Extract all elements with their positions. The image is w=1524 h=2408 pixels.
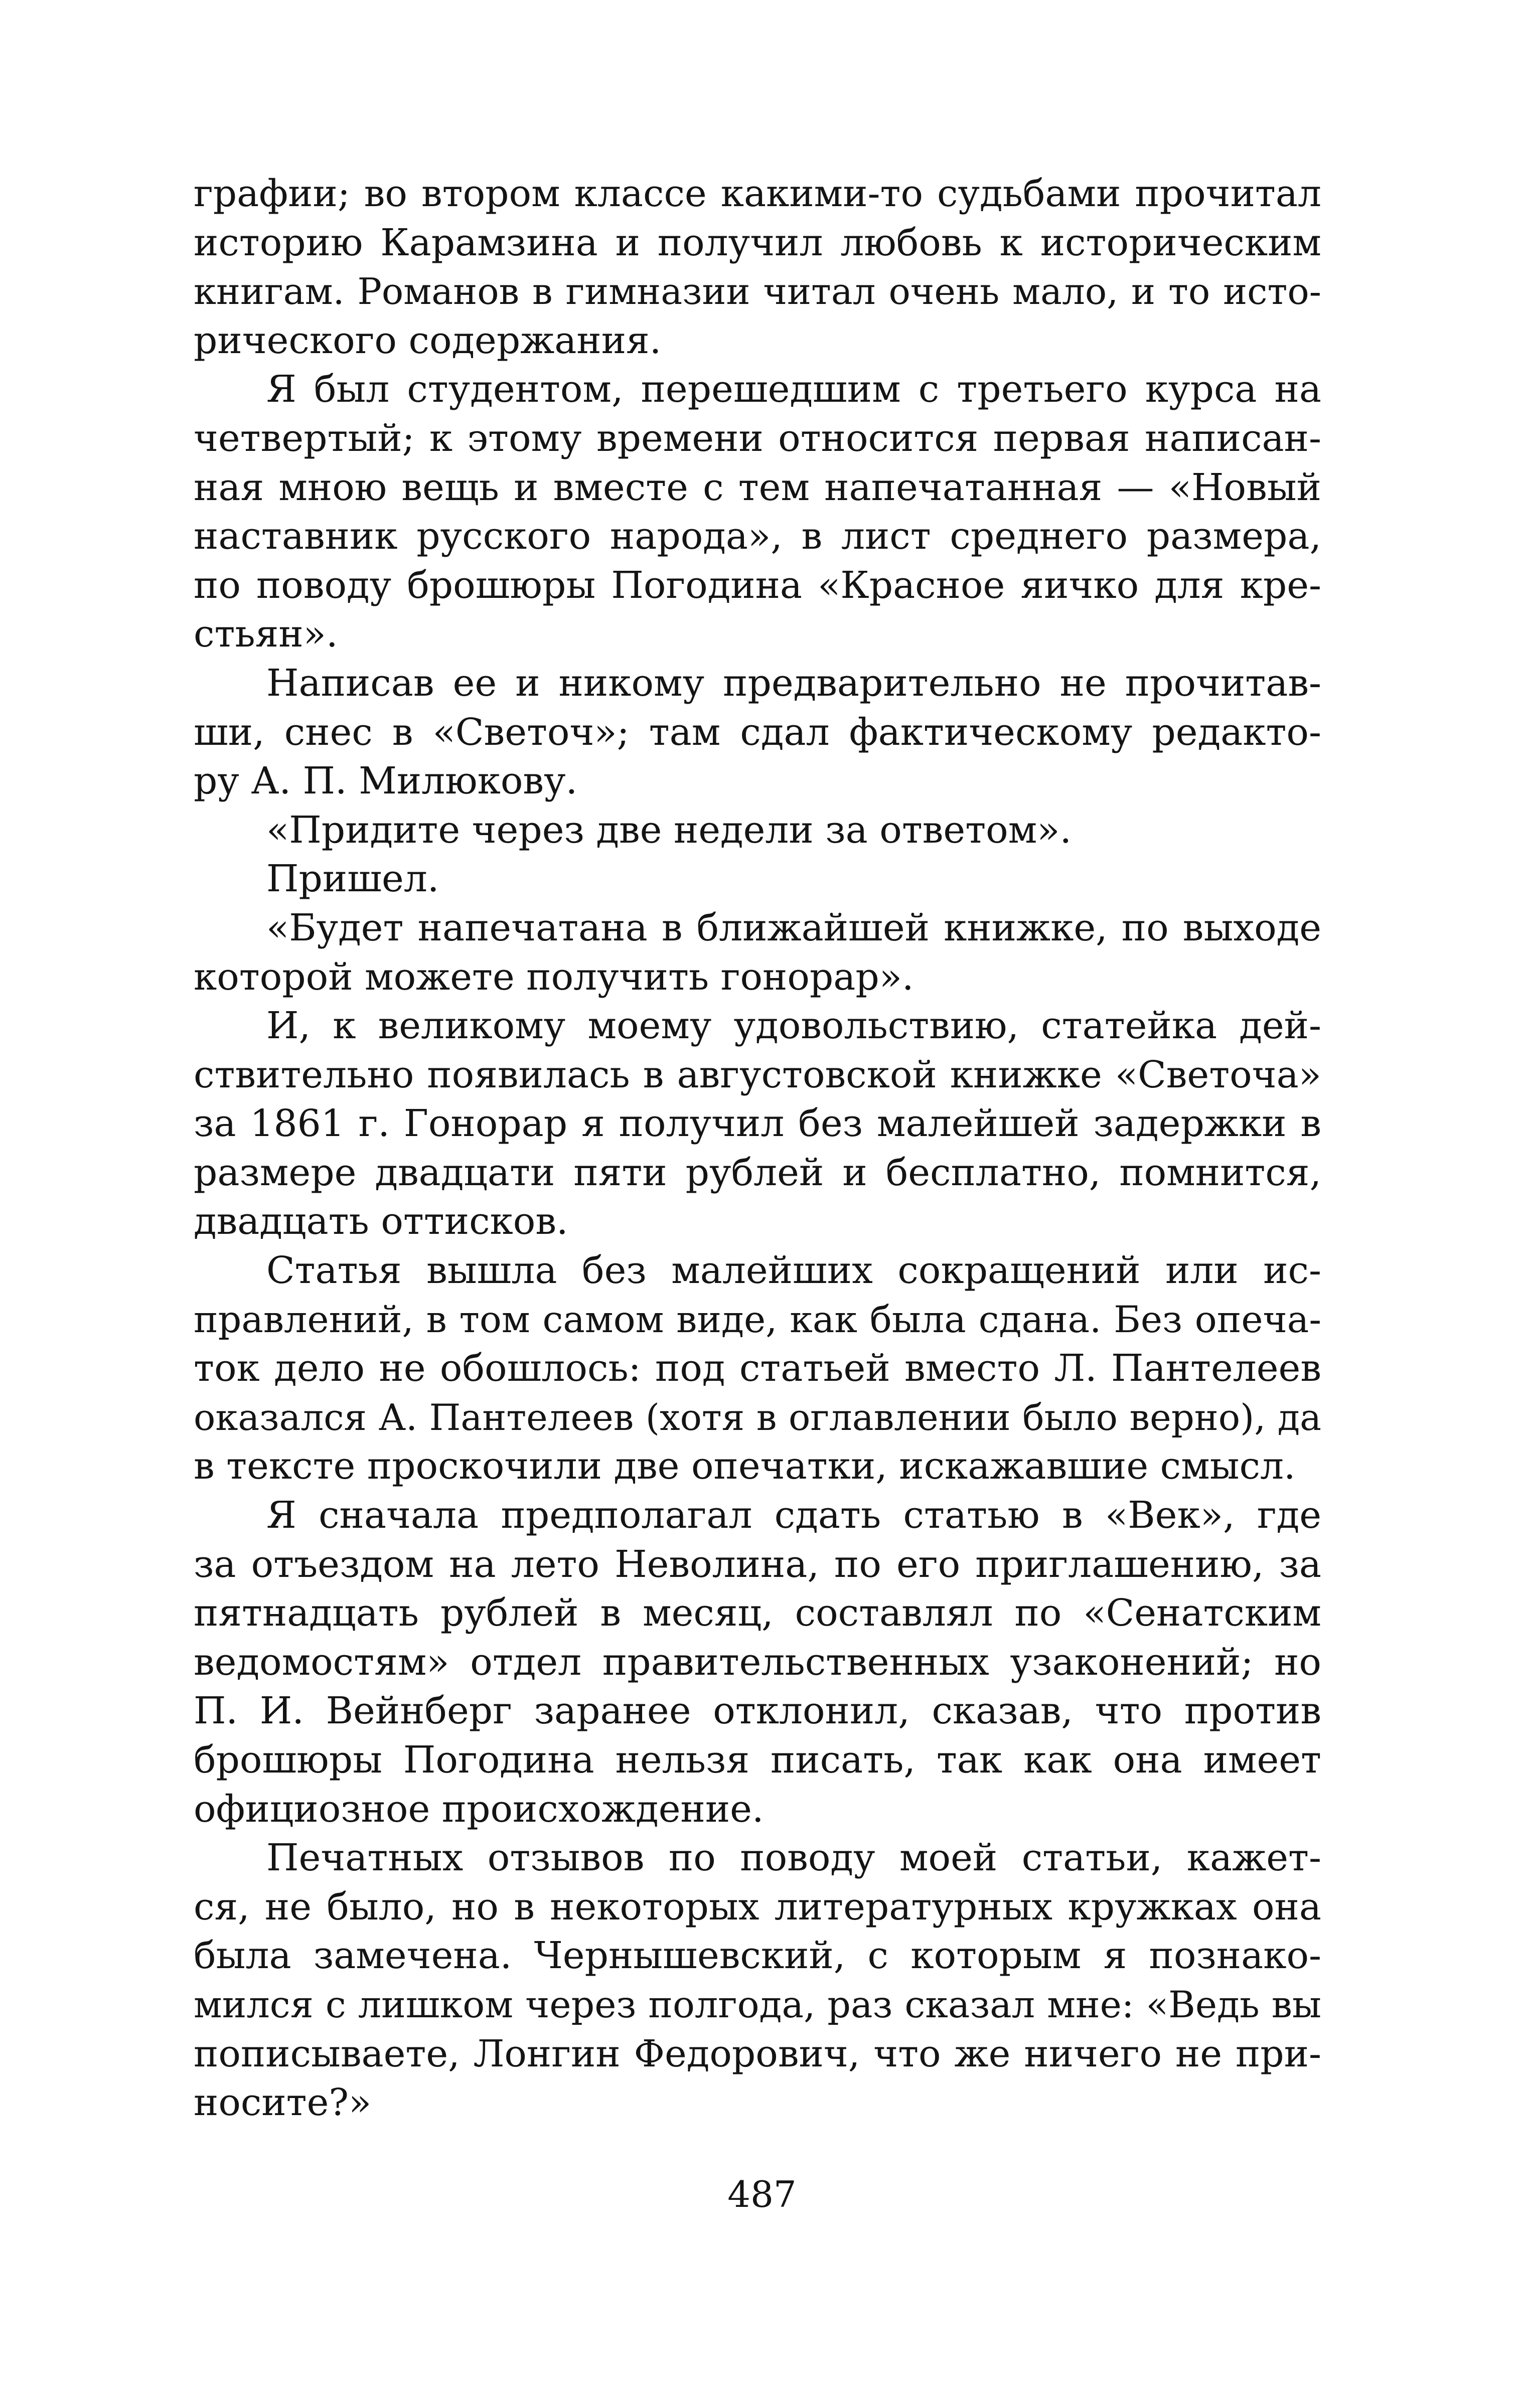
text-line: ши, снес в «Светоч»; там сдал фактическому редакто- [194,710,1321,754]
text-line: оказался А. Пантелеев (хотя в оглавлении было верно), да [194,1396,1321,1438]
text-line: пописываете, Лонгин Федорович, что же ничего не при- [194,2032,1321,2075]
text-line: Я сначала предполагал сдать статью в «Век», где [266,1494,1321,1537]
text-line: которой можете получить гонорар». [194,955,914,999]
text-line: историю Карамзина и получил любовь к историческим [194,221,1321,264]
text-line: в тексте проскочили две опечатки, искажавшие смысл. [194,1444,1296,1488]
text-line: размере двадцати пяти рублей и бесплатно, помнится, [194,1151,1321,1194]
text-line: стьян». [194,612,338,656]
text-line: «Будет напечатана в ближайшей книжке, по выходе [266,906,1321,949]
text-line: по поводу брошюры Погодина «Красное яичко для кре- [194,563,1321,607]
text-line: книгам. Романов в гимназии читал очень мало, и то исто- [194,270,1321,313]
text-line: ная мною вещь и вместе с тем напечатанная — «Новый [194,465,1321,509]
text-line: пятнадцать рублей в месяц, составлял по «Сенатским [194,1591,1321,1635]
text-line: носите?» [194,2081,372,2125]
text-line: Статья вышла без малейших сокращений или ис- [266,1249,1321,1293]
text-line: Я был студентом, перешедшим с третьего курса на [266,368,1321,411]
text-line: четвертый; к этому времени относится первая написан- [194,416,1321,460]
text-line: Написав ее и никому предварительно не прочитав- [266,661,1321,705]
text-line: за отъездом на лето Неволина, по его приглашению, за [194,1542,1321,1586]
text-line: графии; во втором классе какими-то судьбами прочитал [194,172,1321,215]
text-line: И, к великому моему удовольствию, статейка дей- [266,1004,1321,1048]
text-line: мился с лишком через полгода, раз сказал мне: «Ведь вы [194,1983,1321,2026]
text-line: двадцать оттисков. [194,1200,568,1243]
text-line: рического содержания. [194,318,662,362]
text-line: правлений, в том самом виде, как была сдана. Без опеча- [194,1298,1321,1341]
page-body [194,170,1321,2128]
text-line: «Придите через две недели за ответом». [266,808,1072,852]
page-number: 487 [727,2173,797,2215]
text-line: ствительно появилась в августовской книжке «Светоча» [194,1053,1321,1096]
text-line: наставник русского народа», в лист среднего размера, [194,515,1321,558]
text-line: была замечена. Чернышевский, с которым я познако- [194,1934,1321,1978]
text-line: Печатных отзывов по поводу моей статьи, кажет- [266,1836,1321,1880]
text-line: П. И. Вейнберг заранее отклонил, сказав, что против [194,1689,1321,1733]
text-line: ся, не было, но в некоторых литературных кружках она [194,1885,1321,1929]
text-line: официозное происхождение. [194,1787,764,1831]
text-line: за 1861 г. Гонорар я получил без малейшей задержки в [194,1102,1321,1146]
text-line: ру А. П. Милюкову. [194,759,578,803]
text-line: Пришел. [266,857,439,901]
text-line: ток дело не обошлось: под статьей вместо Л. Пантелеев [194,1347,1321,1390]
text-line: ведомостям» отдел правительственных узаконений; но [194,1640,1321,1684]
text-line: брошюры Погодина нельзя писать, так как она имеет [194,1738,1321,1782]
